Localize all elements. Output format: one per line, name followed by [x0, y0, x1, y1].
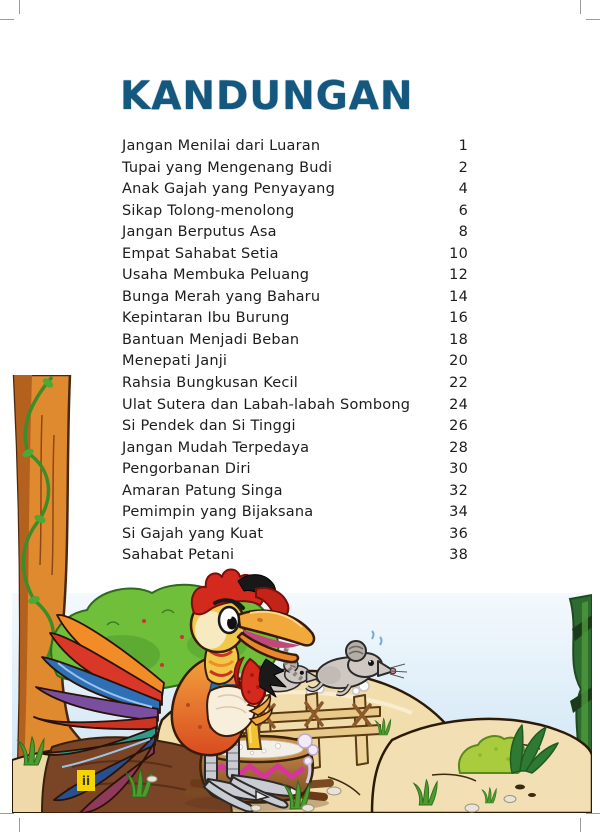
- toc-entry-label: Bantuan Menjadi Beban: [122, 331, 300, 348]
- toc-entry-page: 34: [449, 504, 468, 521]
- toc-entry-page: 6: [458, 202, 468, 219]
- toc-entry-page: 4: [458, 181, 468, 198]
- toc-entry: [122, 265, 468, 287]
- toc-entry: [122, 222, 468, 244]
- crop-mark: [19, 818, 20, 832]
- toc-entry-page: 10: [449, 245, 468, 262]
- toc-entry-page: 24: [449, 396, 468, 413]
- toc-entry-label: Kepintaran Ibu Burung: [122, 310, 290, 327]
- crop-mark: [0, 813, 14, 814]
- toc-entry-page: 20: [449, 353, 468, 370]
- toc-entry: [122, 136, 468, 158]
- page-number-badge: ii: [77, 770, 95, 791]
- crop-mark: [586, 813, 600, 814]
- toc-entry: [122, 351, 468, 373]
- toc-entry-page: 8: [458, 224, 468, 241]
- toc-entry-page: 2: [458, 159, 468, 176]
- toc-entry-label: Menepati Janji: [122, 353, 228, 370]
- toc-entry-page: 38: [449, 547, 468, 564]
- page-title: KANDUNGAN: [120, 74, 414, 119]
- toc-entry-label: Pemimpin yang Bijaksana: [122, 504, 314, 521]
- toc-entry-label: Sikap Tolong-menolong: [122, 202, 295, 219]
- toc-entry-page: 32: [449, 482, 468, 499]
- toc-entry-page: 16: [449, 310, 468, 327]
- toc-entry: [122, 244, 468, 266]
- toc-entry-page: 18: [449, 331, 468, 348]
- toc-entry-label: Ulat Sutera dan Labah-labah Sombong: [122, 396, 411, 413]
- toc-entry-page: 36: [449, 525, 468, 542]
- toc-entry-label: Si Pendek dan Si Tinggi: [122, 418, 296, 435]
- toc-entry-label: Pengorbanan Diri: [122, 461, 251, 478]
- toc-entry: [122, 201, 468, 223]
- toc-entry-label: Sahabat Petani: [122, 547, 235, 564]
- crop-mark: [580, 818, 581, 832]
- toc-entry-label: Empat Sahabat Setia: [122, 245, 279, 262]
- toc-entry-label: Usaha Membuka Peluang: [122, 267, 310, 284]
- toc-entry-page: 28: [449, 439, 468, 456]
- crop-mark: [580, 0, 581, 14]
- crop-mark: [586, 19, 600, 20]
- toc-entry-label: Jangan Berputus Asa: [122, 224, 277, 241]
- toc-entry-page: 22: [449, 375, 468, 392]
- toc-entry-page: 12: [449, 267, 468, 284]
- crop-mark: [19, 0, 20, 14]
- toc-entry-label: Jangan Mudah Terpedaya: [122, 439, 310, 456]
- toc-entry-page: 14: [449, 288, 468, 305]
- footer-illustration: [12, 375, 592, 813]
- toc-entry: [122, 308, 468, 330]
- crop-mark: [0, 19, 14, 20]
- toc-entry-label: Si Gajah yang Kuat: [122, 525, 264, 542]
- toc-entry: [122, 330, 468, 352]
- toc-entry-page: 1: [458, 138, 468, 154]
- toc-entry-page: 30: [449, 461, 468, 478]
- toc-entry: [122, 287, 468, 309]
- toc-entry-label: Tupai yang Mengenang Budi: [122, 159, 333, 176]
- toc-entry-page: 26: [449, 418, 468, 435]
- toc-entry-label: Bunga Merah yang Baharu: [122, 288, 321, 305]
- toc-entry-label: Anak Gajah yang Penyayang: [122, 181, 335, 198]
- toc-entry: [122, 179, 468, 201]
- toc-entry: [122, 158, 468, 180]
- toc-entry-label: Jangan Menilai dari Luaran: [122, 138, 321, 154]
- toc-entry-label: Rahsia Bungkusan Kecil: [122, 375, 298, 392]
- toc-entry-label: Amaran Patung Singa: [122, 482, 283, 499]
